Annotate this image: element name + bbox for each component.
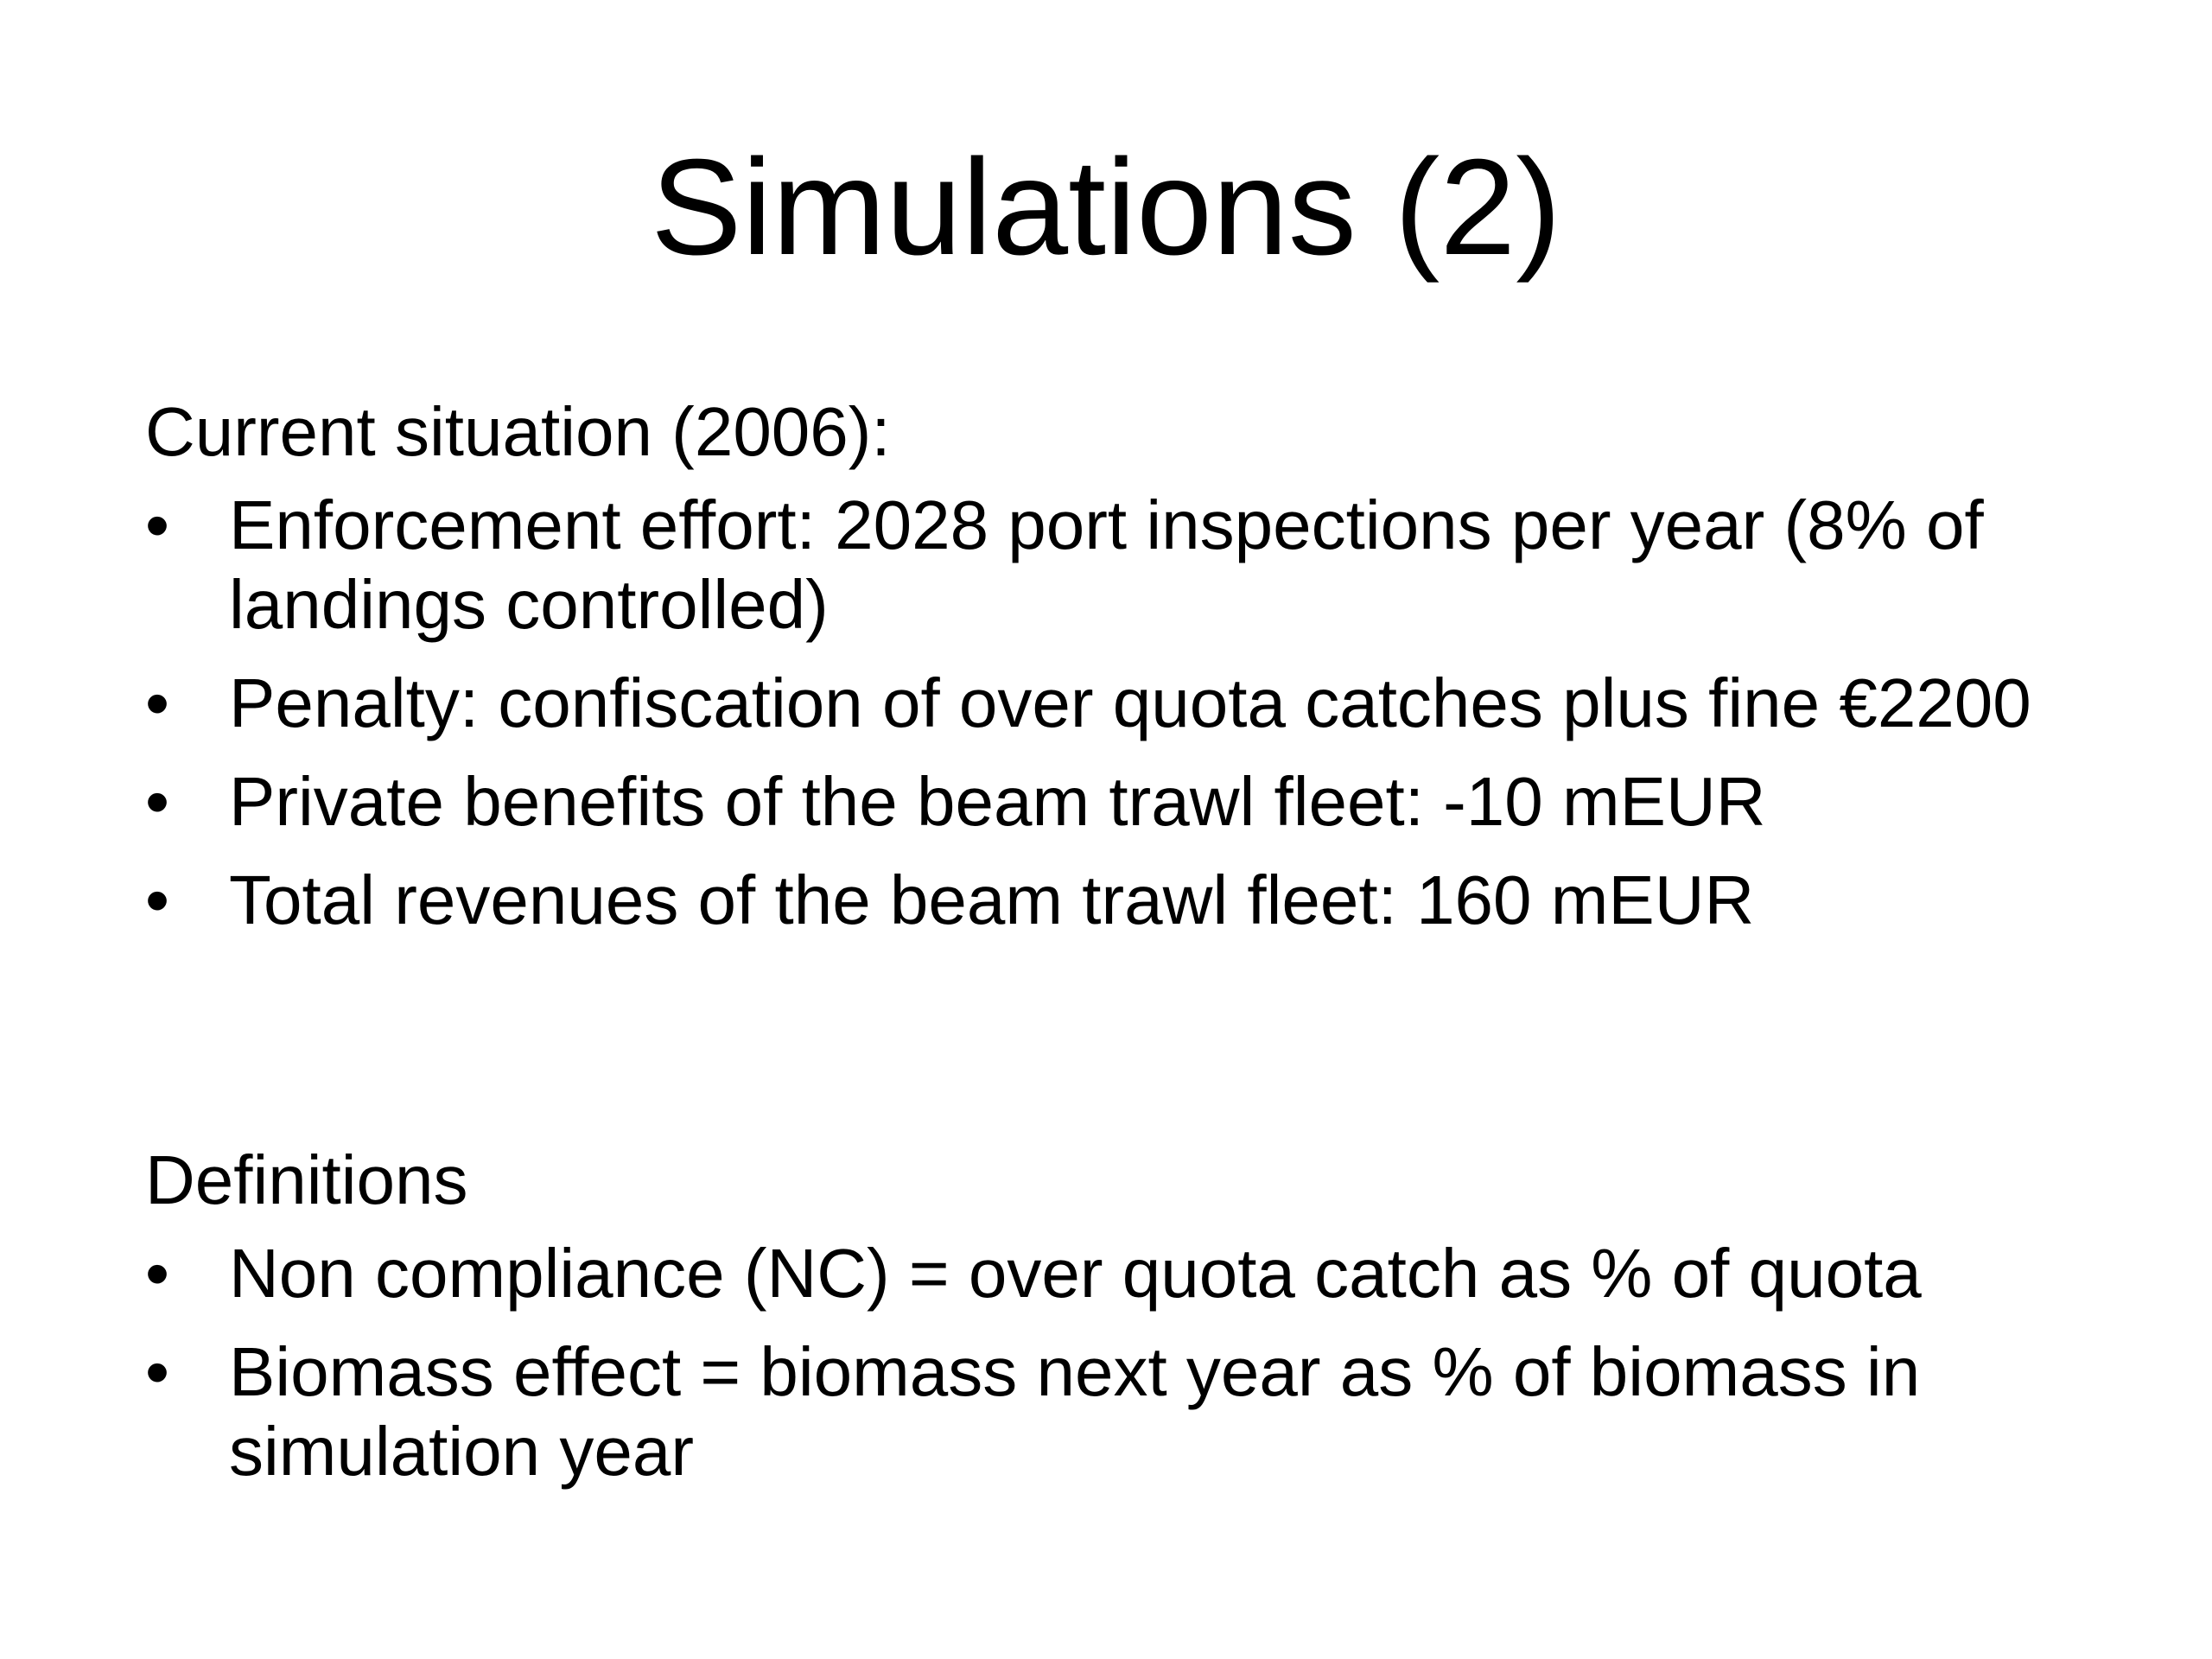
bullet-text: Enforcement effort: 2028 port inspections per year (8% of landings controlled) <box>229 486 1984 643</box>
bullet-text: Total revenues of the beam trawl fleet: 160 mEUR <box>229 861 1755 938</box>
slide-title: Simulations (2) <box>651 131 1561 283</box>
bullet-item <box>145 1332 2081 1491</box>
current-situation-section <box>145 391 2081 959</box>
bullet-icon: • <box>145 861 170 938</box>
bullet-list <box>145 1234 2081 1491</box>
bullet-icon: • <box>145 664 170 741</box>
bullet-text: Private benefits of the beam trawl fleet: -10 mEUR <box>229 763 1766 840</box>
bullet-text: Biomass effect = biomass next year as % of biomass in simulation year <box>229 1333 1921 1490</box>
bullet-text: Penalty: confiscation of over quota catches plus fine €2200 <box>229 664 2031 741</box>
bullet-text: Non compliance (NC) = over quota catch as % of quota <box>229 1235 1922 1312</box>
section-heading: Current situation (2006): <box>145 393 891 470</box>
bullet-item <box>145 486 2081 645</box>
bullet-icon: • <box>145 486 170 563</box>
bullet-item <box>145 1234 2081 1313</box>
bullet-list <box>145 486 2081 940</box>
bullet-icon: • <box>145 1235 170 1312</box>
bullet-icon: • <box>145 1333 170 1410</box>
bullet-icon: • <box>145 763 170 840</box>
definitions-section <box>145 1139 2081 1510</box>
section-heading: Definitions <box>145 1141 468 1218</box>
bullet-item <box>145 861 2081 940</box>
bullet-item <box>145 762 2081 842</box>
bullet-item <box>145 664 2081 743</box>
